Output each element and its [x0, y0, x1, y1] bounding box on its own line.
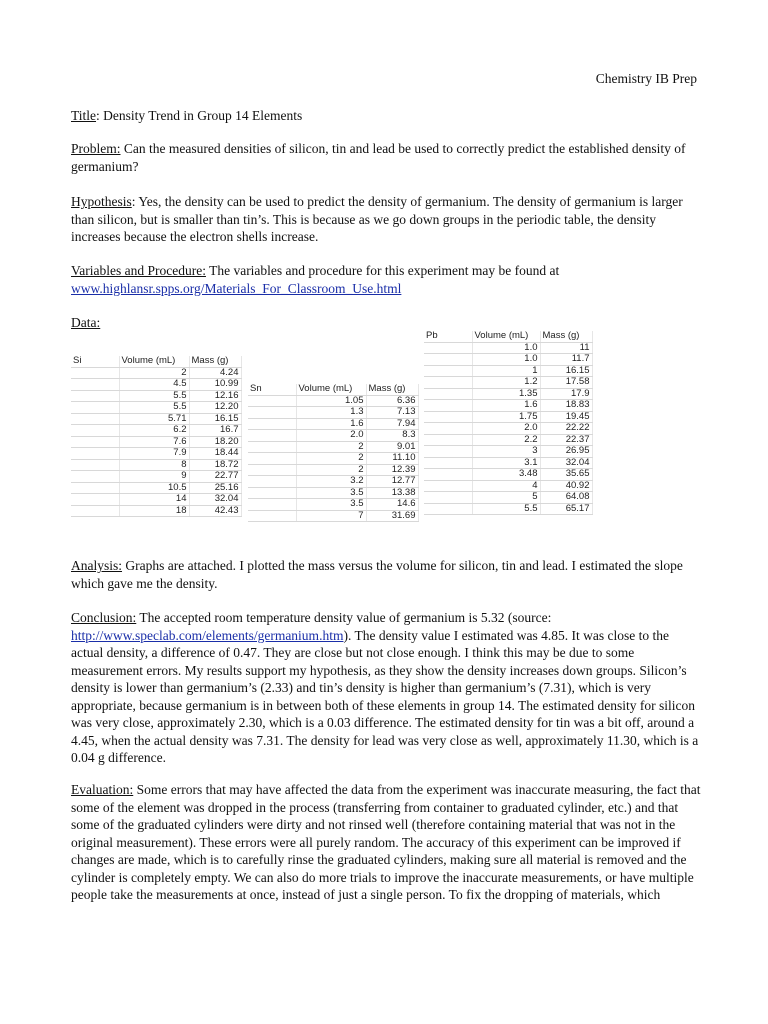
sn-row-spacer — [248, 430, 296, 442]
analysis-text: Graphs are attached. I plotted the mass versus the volume for silicon, tin and lead. I estimated the slope which gave me the density. — [71, 558, 683, 591]
pb-volume-cell: 1.2 — [472, 377, 540, 389]
conclusion-text-before: The accepted room temperature density value of germanium is 5.32 (source: — [136, 610, 552, 625]
title-label: Title — [71, 108, 97, 123]
sn-row-spacer — [248, 453, 296, 465]
sn-data-row — [248, 453, 418, 465]
pb-row-spacer — [424, 492, 472, 504]
sn-mass-cell: 7.94 — [366, 418, 418, 430]
sn-row-spacer — [248, 395, 296, 407]
pb-mass-cell: 26.95 — [540, 446, 592, 458]
sn-data-row — [248, 464, 418, 476]
sn-data-row — [248, 407, 418, 419]
pb-row-spacer — [424, 400, 472, 412]
si-volume-cell: 5.5 — [119, 390, 189, 402]
pb-row-spacer — [424, 434, 472, 446]
si-row-spacer — [71, 436, 119, 448]
sn-data-row — [248, 441, 418, 453]
pb-data-row — [424, 503, 592, 515]
pb-data-row — [424, 400, 592, 412]
si-volume-cell: 10.5 — [119, 482, 189, 494]
si-mass-cell: 22.77 — [189, 471, 241, 483]
pb-mass-cell: 19.45 — [540, 411, 592, 423]
pb-mass-cell: 16.15 — [540, 365, 592, 377]
si-row-spacer — [71, 402, 119, 414]
pb-header-row — [424, 331, 592, 342]
sn-mass-cell: 8.3 — [366, 430, 418, 442]
si-mass-cell: 12.20 — [189, 402, 241, 414]
sn-row-spacer — [248, 407, 296, 419]
si-mass-cell: 18.44 — [189, 448, 241, 460]
si-row-spacer — [71, 448, 119, 460]
sn-mass-cell: 6.36 — [366, 395, 418, 407]
pb-data-row — [424, 365, 592, 377]
si-volume-cell: 7.9 — [119, 448, 189, 460]
pb-volume-cell: 1.75 — [472, 411, 540, 423]
pb-row-spacer — [424, 423, 472, 435]
pb-volume-cell: 1.35 — [472, 388, 540, 400]
pb-mass-cell: 35.65 — [540, 469, 592, 481]
conclusion-text-after: ). The density value I estimated was 4.85. It was close to the actual density, a difference of 0.47. They are close but not close enough. I think this may be due to some measurement errors. My results support my hypothesis, as they show the density increases down groups. Silicon’s density is lower than germanium’s (2.33) and tin’s density is higher than germanium’s (7.31), which is very appropriate, because germanium is in between both of these elements in group 14. The estimated density for silicon was very close, approximately 2.30, which is a 0.03 difference. The estimated density for tin was a bit off, around a 4.45, when the actual density was 7.31. The density for lead was very close as well, approximately 11.30, which is a 0.04 g difference. — [71, 627, 699, 765]
pb-data-row — [424, 411, 592, 423]
sn-row-spacer — [248, 510, 296, 522]
pb-data-row — [424, 480, 592, 492]
sn-mass-header: Mass (g) — [366, 384, 418, 395]
si-volume-cell: 2 — [119, 367, 189, 379]
pb-data-row — [424, 434, 592, 446]
pb-volume-cell: 5.5 — [472, 503, 540, 515]
sn-volume-cell: 1.6 — [296, 418, 366, 430]
pb-mass-cell: 32.04 — [540, 457, 592, 469]
title-section — [71, 107, 701, 125]
pb-mass-cell: 17.58 — [540, 377, 592, 389]
pb-mass-cell: 18.83 — [540, 400, 592, 412]
si-data-row — [71, 459, 241, 471]
si-volume-header: Volume (mL) — [119, 356, 189, 367]
pb-mass-cell: 22.22 — [540, 423, 592, 435]
hypothesis-text: : Yes, the density can be used to predict the density of germanium. The density of germanium is larger than silicon, but is smaller than tin’s. This is because as we go down groups in the periodic table, the density increases because the electron shells increase. — [71, 194, 683, 244]
si-mass-cell: 16.7 — [189, 425, 241, 437]
pb-mass-cell: 17.9 — [540, 388, 592, 400]
sn-data-row — [248, 430, 418, 442]
sn-volume-header: Volume (mL) — [296, 384, 366, 395]
sn-volume-cell: 1.05 — [296, 395, 366, 407]
pb-volume-cell: 1.0 — [472, 342, 540, 354]
pb-volume-cell: 2.0 — [472, 423, 540, 435]
sn-table — [248, 384, 419, 522]
si-volume-cell: 7.6 — [119, 436, 189, 448]
pb-row-spacer — [424, 365, 472, 377]
conclusion-section — [71, 609, 701, 767]
pb-volume-cell: 1 — [472, 365, 540, 377]
sn-mass-cell: 14.6 — [366, 499, 418, 511]
si-element-label: Si — [71, 356, 119, 367]
si-mass-header: Mass (g) — [189, 356, 241, 367]
pb-mass-cell: 11 — [540, 342, 592, 354]
sn-volume-cell: 3.5 — [296, 499, 366, 511]
pb-mass-cell: 65.17 — [540, 503, 592, 515]
hypothesis-section — [71, 193, 701, 246]
si-data-row — [71, 448, 241, 460]
evaluation-section — [71, 781, 701, 904]
pb-volume-cell: 4 — [472, 480, 540, 492]
sn-volume-cell: 2 — [296, 453, 366, 465]
si-mass-cell: 12.16 — [189, 390, 241, 402]
sn-element-label: Sn — [248, 384, 296, 395]
pb-volume-cell: 1.0 — [472, 354, 540, 366]
si-row-spacer — [71, 367, 119, 379]
si-mass-cell: 18.20 — [189, 436, 241, 448]
sn-mass-cell: 12.39 — [366, 464, 418, 476]
evaluation-label: Evaluation: — [71, 782, 134, 797]
si-data-row — [71, 390, 241, 402]
sn-volume-cell: 7 — [296, 510, 366, 522]
si-data-row — [71, 471, 241, 483]
si-row-spacer — [71, 459, 119, 471]
sn-volume-cell: 1.3 — [296, 407, 366, 419]
sn-data-row — [248, 499, 418, 511]
pb-volume-cell: 3 — [472, 446, 540, 458]
pb-mass-cell: 11.7 — [540, 354, 592, 366]
si-volume-cell: 18 — [119, 505, 189, 517]
pb-volume-cell: 3.48 — [472, 469, 540, 481]
hypothesis-label: Hypothesis — [71, 194, 132, 209]
problem-section — [71, 140, 701, 175]
problem-text: Can the measured densities of silicon, tin and lead be used to correctly predict the established density of germanium? — [71, 141, 686, 174]
data-section — [71, 314, 701, 332]
pb-data-row — [424, 377, 592, 389]
si-mass-cell: 42.43 — [189, 505, 241, 517]
si-volume-cell: 6.2 — [119, 425, 189, 437]
pb-mass-cell: 40.92 — [540, 480, 592, 492]
si-row-spacer — [71, 425, 119, 437]
si-volume-cell: 14 — [119, 494, 189, 506]
procedure-link[interactable]: www.highlansr.spps.org/Materials_For_Classroom_Use.html — [71, 280, 402, 296]
sn-data-row — [248, 476, 418, 488]
si-volume-cell: 4.5 — [119, 379, 189, 391]
sn-volume-cell: 2.0 — [296, 430, 366, 442]
si-data-row — [71, 413, 241, 425]
analysis-label: Analysis: — [71, 558, 123, 573]
si-data-row — [71, 436, 241, 448]
analysis-section — [71, 557, 701, 592]
sn-volume-cell: 3.5 — [296, 487, 366, 499]
si-data-row — [71, 379, 241, 391]
pb-row-spacer — [424, 503, 472, 515]
si-data-row — [71, 367, 241, 379]
sn-header-row — [248, 384, 418, 395]
si-data-row — [71, 425, 241, 437]
si-row-spacer — [71, 413, 119, 425]
si-row-spacer — [71, 482, 119, 494]
pb-row-spacer — [424, 446, 472, 458]
pb-row-spacer — [424, 457, 472, 469]
si-row-spacer — [71, 494, 119, 506]
pb-row-spacer — [424, 388, 472, 400]
si-data-row — [71, 505, 241, 517]
conclusion-label: Conclusion: — [71, 610, 137, 625]
si-data-row — [71, 482, 241, 494]
sn-mass-cell: 7.13 — [366, 407, 418, 419]
sn-row-spacer — [248, 476, 296, 488]
si-row-spacer — [71, 379, 119, 391]
pb-mass-header: Mass (g) — [540, 331, 592, 342]
sn-data-row — [248, 395, 418, 407]
pb-mass-cell: 64.08 — [540, 492, 592, 504]
sn-volume-cell: 3.2 — [296, 476, 366, 488]
pb-data-row — [424, 423, 592, 435]
sn-row-spacer — [248, 499, 296, 511]
sn-row-spacer — [248, 464, 296, 476]
pb-data-row — [424, 354, 592, 366]
si-mass-cell: 18.72 — [189, 459, 241, 471]
evaluation-text: Some errors that may have affected the data from the experiment was inaccurate measuring, the fact that some of the element was dropped in the process (transferring from container to graduated cylinder, etc.) and that some of the graduated cylinders were dirty and not rinsed well (therefore containing material that was not in the original measurement). These errors were all purely random. The accuracy of this experiment can be improved if changes are made, which is to carefully rinse the graduated cylinders, making sure all material is removed and the cylinder is completely empty. We can also do more trials to improve the inaccurate measurements, or have multiple people take the measurements at once, instead of just a single person. To fix the dropping of materials, which — [71, 782, 701, 902]
pb-row-spacer — [424, 469, 472, 481]
variables-section — [71, 262, 701, 297]
sn-data-row — [248, 510, 418, 522]
sn-mass-cell: 13.38 — [366, 487, 418, 499]
pb-row-spacer — [424, 377, 472, 389]
sn-volume-cell: 2 — [296, 441, 366, 453]
pb-data-row — [424, 457, 592, 469]
pb-data-row — [424, 469, 592, 481]
pb-volume-cell: 2.2 — [472, 434, 540, 446]
pb-volume-cell: 5 — [472, 492, 540, 504]
pb-data-row — [424, 446, 592, 458]
variables-label: Variables and Procedure: — [71, 263, 206, 278]
pb-data-row — [424, 342, 592, 354]
sn-mass-cell: 31.69 — [366, 510, 418, 522]
si-mass-cell: 16.15 — [189, 413, 241, 425]
sn-mass-cell: 12.77 — [366, 476, 418, 488]
pb-element-label: Pb — [424, 331, 472, 342]
pb-data-row — [424, 388, 592, 400]
sn-mass-cell: 11.10 — [366, 453, 418, 465]
germanium-source-link[interactable]: http://www.speclab.com/elements/germanium.htm — [71, 627, 344, 643]
si-header-row — [71, 356, 241, 367]
si-volume-cell: 9 — [119, 471, 189, 483]
title-text: : Density Trend in Group 14 Elements — [96, 108, 303, 123]
problem-label: Problem: — [71, 141, 121, 156]
data-label: Data: — [71, 315, 101, 330]
sn-row-spacer — [248, 418, 296, 430]
sn-row-spacer — [248, 487, 296, 499]
si-data-row — [71, 402, 241, 414]
si-volume-cell: 5.71 — [119, 413, 189, 425]
si-row-spacer — [71, 505, 119, 517]
pb-row-spacer — [424, 354, 472, 366]
pb-data-row — [424, 492, 592, 504]
si-volume-cell: 5.5 — [119, 402, 189, 414]
pb-volume-cell: 3.1 — [472, 457, 540, 469]
si-volume-cell: 8 — [119, 459, 189, 471]
sn-mass-cell: 9.01 — [366, 441, 418, 453]
pb-mass-cell: 22.37 — [540, 434, 592, 446]
si-row-spacer — [71, 471, 119, 483]
si-data-row — [71, 494, 241, 506]
si-mass-cell: 10.99 — [189, 379, 241, 391]
pb-row-spacer — [424, 342, 472, 354]
pb-table — [424, 331, 593, 515]
course-header: Chemistry IB Prep — [595, 71, 697, 86]
pb-volume-header: Volume (mL) — [472, 331, 540, 342]
si-mass-cell: 4.24 — [189, 367, 241, 379]
si-table — [71, 356, 242, 517]
pb-row-spacer — [424, 480, 472, 492]
sn-volume-cell: 2 — [296, 464, 366, 476]
sn-row-spacer — [248, 441, 296, 453]
pb-volume-cell: 1.6 — [472, 400, 540, 412]
variables-text: The variables and procedure for this experiment may be found at — [205, 263, 560, 278]
sn-data-row — [248, 418, 418, 430]
sn-data-row — [248, 487, 418, 499]
si-mass-cell: 25.16 — [189, 482, 241, 494]
pb-row-spacer — [424, 411, 472, 423]
si-row-spacer — [71, 390, 119, 402]
si-mass-cell: 32.04 — [189, 494, 241, 506]
